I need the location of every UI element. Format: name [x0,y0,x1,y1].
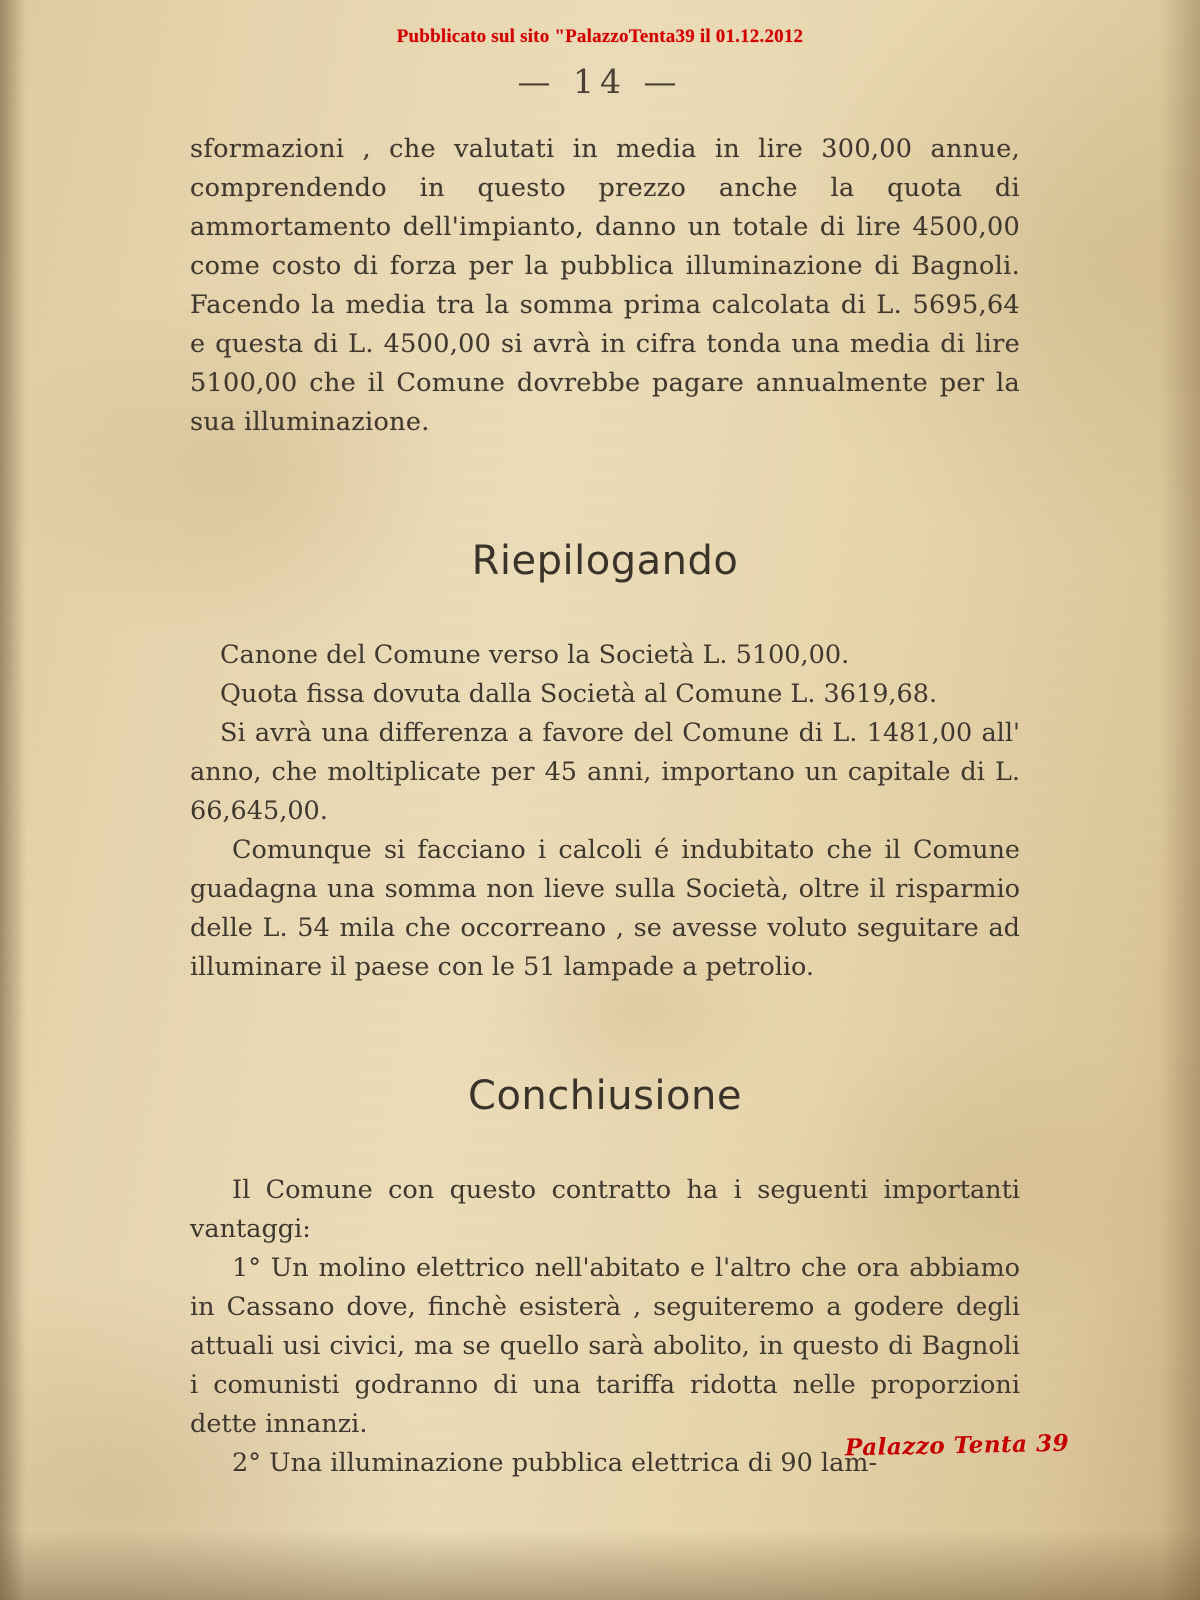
section-heading-riepilogando: Riepilogando [471,538,739,584]
paragraph: Quota fissa dovuta dalla Società al Comune L. 3619,68. [220,679,938,709]
site-watermark-top: Pubblicato sul sito "PalazzoTenta39 il 01.12.2012 [396,26,804,47]
paragraph: Il Comune con questo contratto ha i seguenti importanti vantaggi: [190,1175,1020,1244]
site-watermark-bottom: Palazzo Tenta 39 [844,1429,1070,1462]
spacer [190,584,1020,636]
section-heading-conchiusione: Conchiusione [468,1073,742,1119]
paragraph: Si avrà una differenza a favore del Comune di L. 1481,00 all' anno, che moltiplicate per 45 anni, importano un capitale di L. 66,645,00. [190,718,1020,826]
paragraph-intro: sformazioni , che valutati in media in lire 300,00 annue, comprendendo in questo prezzo anche la quota di ammortamento dell'impianto, danno un totale di lire 4500,00 come costo di forza per la pubblica illuminazione di Bagnoli. Facendo la media tra la somma prima calcolata di L. 5695,64 e questa di L. 4500,00 si avrà in cifra tonda una media di lire 5100,00 che il Comune dovrebbe pagare annualmente per la sua illuminazione. [190,134,1020,437]
spacer [190,442,1020,538]
spacer [190,987,1020,1073]
paragraph: 2° Una illuminazione pubblica elettrica di 90 lam- [232,1448,878,1478]
paragraph: Canone del Comune verso la Società L. 5100,00. [220,640,850,670]
page-bottom-shadow [0,1530,1200,1600]
spacer [190,1119,1020,1171]
paragraph: 1° Un molino elettrico nell'abitato e l'altro che ora abbiamo in Cassano dove, finchè esisterà , seguiteremo a godere degli attuali usi civici, ma se quello sarà abolito, in questo di Bagnoli i comunisti godranno di una tariffa ridotta nelle proporzioni dette innanzi. [190,1253,1020,1439]
paragraph: Comunque si facciano i calcoli é indubitato che il Comune guadagna una somma non lieve sulla Società, oltre il risparmio delle L. 54 mila che occorreano , se avesse voluto seguitare ad illuminare il paese con le 51 lampade a petrolio. [190,835,1020,982]
section-body-riepilogando [190,636,1020,987]
page-right-shadow [1160,0,1200,1600]
page-content [190,130,1020,1483]
page-gutter-shadow [0,0,26,1600]
page-number: — 14 — [517,62,683,101]
